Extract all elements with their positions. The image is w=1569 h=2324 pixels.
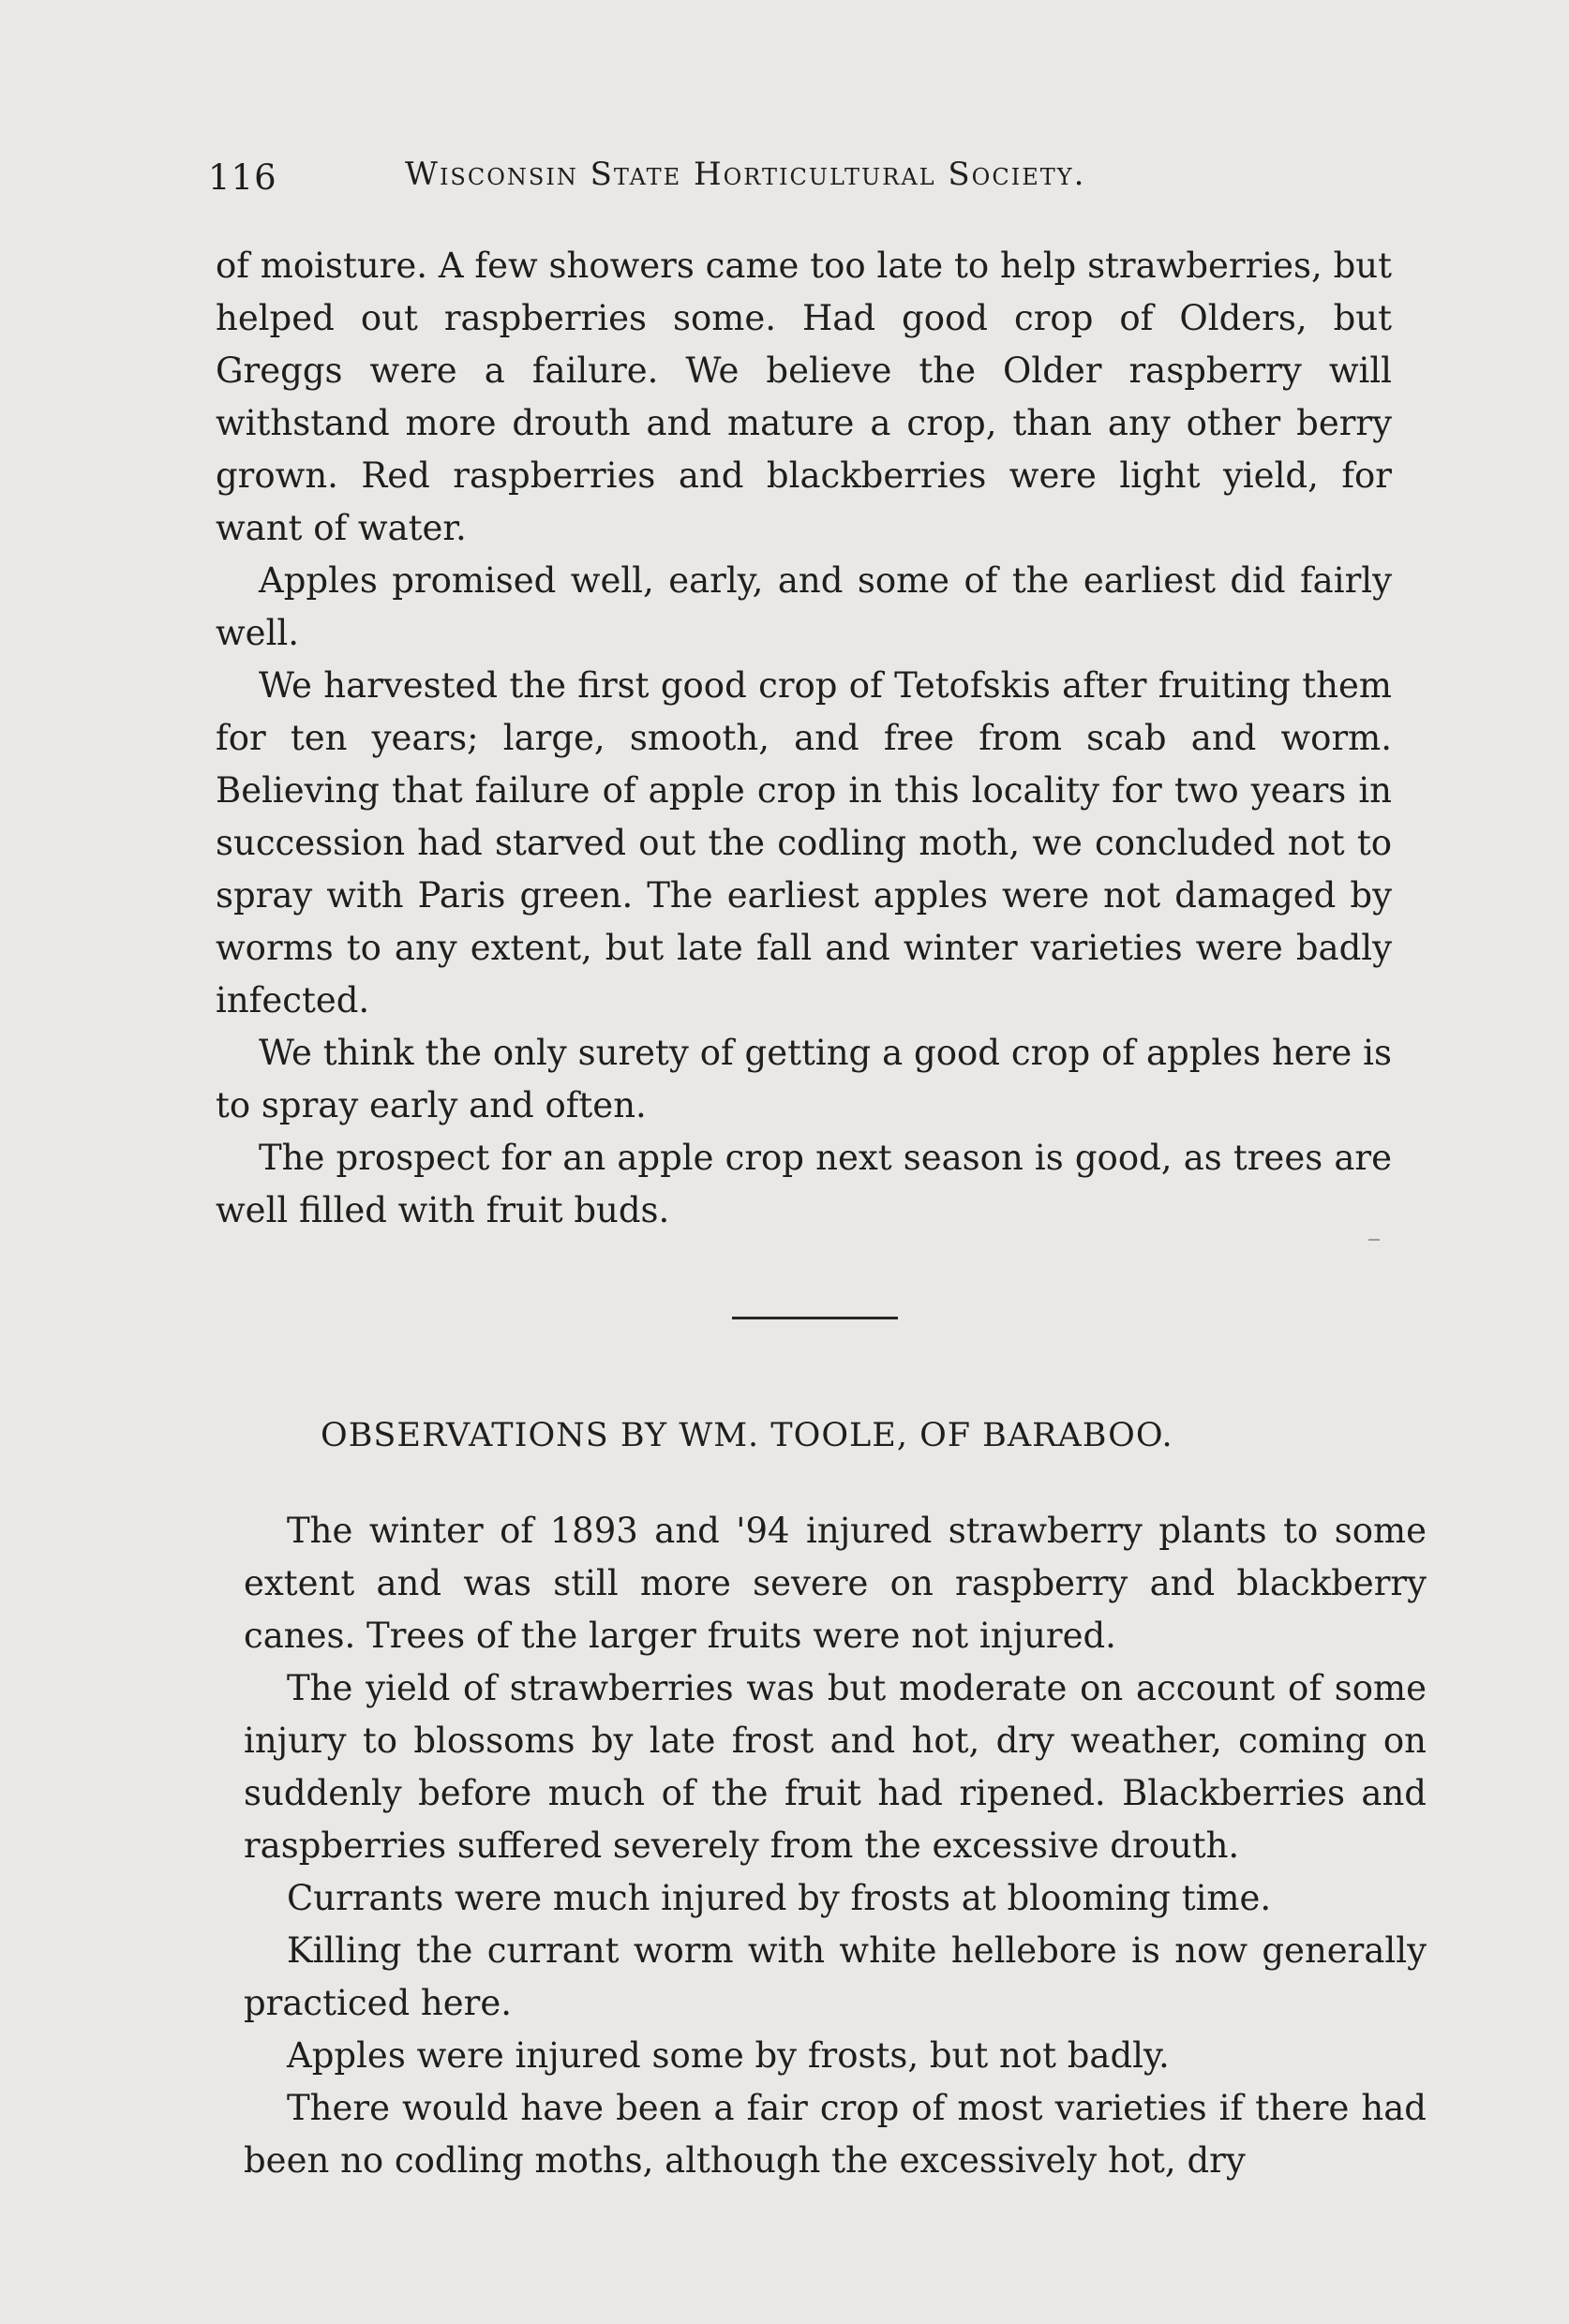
running-title: Wisconsin State Horticultural Society.	[405, 156, 1086, 193]
paragraph: The winter of 1893 and '94 injured strawberry plants to some extent and was still more severe on raspberry and blackberry canes. Trees of the larger fruits were not injured.	[244, 1511, 1427, 1656]
section-divider	[732, 1317, 898, 1319]
paragraph: We harvested the first good crop of Tetofskis after fruiting them for ten years; large, smooth, and free from scab and worm. Believing that failure of apple crop in this locality for two years in succession had starved out the codling moth, we concluded not to spray with Paris green. The earliest apples were not damaged by worms to any extent, but late fall and winter varieties were badly infected.	[216, 665, 1392, 1020]
paragraph: Currants were much injured by frosts at blooming time.	[287, 1878, 1272, 1918]
paragraph: Killing the currant worm with white hellebore is now generally practiced here.	[244, 1930, 1427, 2023]
ink-speck	[1368, 1239, 1380, 1241]
paragraph: The prospect for an apple crop next season is good, as trees are well filled with fruit buds.	[216, 1138, 1392, 1230]
section-2-body	[244, 1505, 1427, 2187]
section-heading: OBSERVATIONS BY WM. TOOLE, OF BARABOO.	[321, 1417, 1173, 1454]
running-head	[208, 150, 1295, 206]
paragraph: There would have been a fair crop of most varieties if there had been no codling moths, although the excessively hot, dry	[244, 2088, 1427, 2181]
paragraph: Apples were injured some by frosts, but not badly.	[287, 2035, 1170, 2076]
paragraph: The yield of strawberries was but moderate on account of some injury to blossoms by late frost and hot, dry weather, coming on suddenly before much of the fruit had ripened. Blackberries and raspberries suffered severely from the excessive drouth.	[244, 1668, 1427, 1866]
paragraph: Apples promised well, early, and some of the earliest did fairly well.	[216, 560, 1392, 653]
page-number: 116	[208, 157, 277, 198]
section-1-body	[216, 240, 1392, 1237]
paragraph: of moisture. A few showers came too late to help strawberries, but helped out raspberries some. Had good crop of Olders, but Greggs were a failure. We believe the Older raspberry will withstand more drouth and mature a crop, than any other berry grown. Red raspberries and blackberries were light yield, for want of water.	[216, 246, 1392, 548]
paragraph: We think the only surety of getting a good crop of apples here is to spray early and often.	[216, 1033, 1392, 1125]
